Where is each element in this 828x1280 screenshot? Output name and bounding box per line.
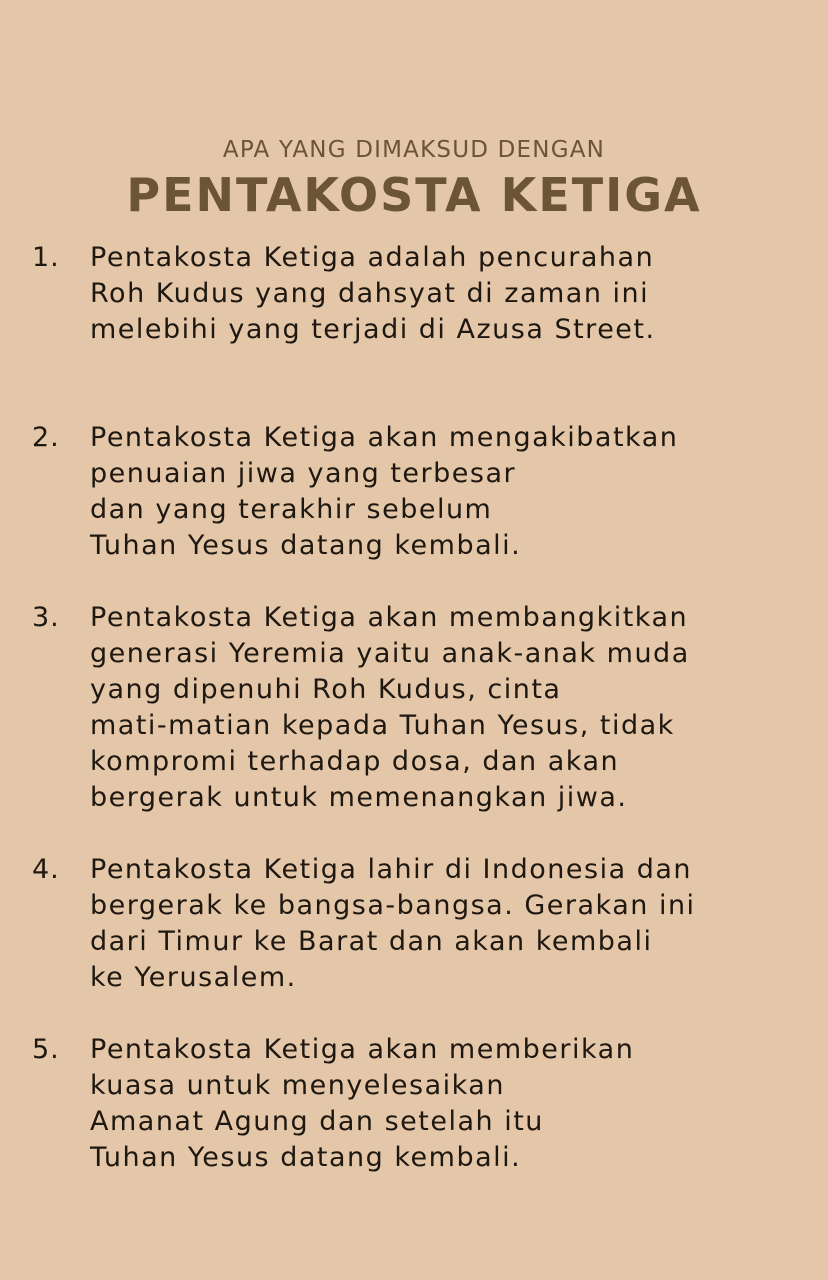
list-item-text: Pentakosta Ketiga lahir di Indonesia dan bergerak ke bangsa-bangsa. Gerakan ini dari Timur ke Barat dan akan kembali ke Yerusalem.	[90, 854, 696, 993]
list-item-number: 4.	[32, 854, 60, 885]
list-item	[0, 1032, 828, 1212]
page-subtitle: APA YANG DIMAKSUD DENGAN	[222, 137, 606, 163]
list-item	[0, 600, 828, 852]
numbered-list	[0, 240, 828, 1212]
list-item-text: Pentakosta Ketiga akan membangkitkan generasi Yeremia yaitu anak-anak muda yang dipenuhi Roh Kudus, cinta mati-matian kepada Tuhan Yesus, tidak kompromi terhadap dosa, dan akan bergerak untuk memenangkan jiwa.	[90, 602, 690, 813]
list-item	[0, 240, 828, 420]
list-item-text: Pentakosta Ketiga akan memberikan kuasa untuk menyelesaikan Amanat Agung dan setelah itu Tuhan Yesus datang kembali.	[90, 1034, 635, 1173]
list-item	[0, 852, 828, 1032]
list-item-number: 2.	[32, 422, 60, 453]
list-item-text: Pentakosta Ketiga akan mengakibatkan penuaian jiwa yang terbesar dan yang terakhir sebelum Tuhan Yesus datang kembali.	[90, 422, 679, 561]
list-item-number: 3.	[32, 602, 60, 633]
list-item-number: 5.	[32, 1034, 60, 1065]
page-title: PENTAKOSTA KETIGA	[126, 168, 702, 222]
list-item	[0, 420, 828, 600]
list-item-text: Pentakosta Ketiga adalah pencurahan Roh Kudus yang dahsyat di zaman ini melebihi yang terjadi di Azusa Street.	[90, 242, 656, 345]
list-item-number: 1.	[32, 242, 60, 273]
